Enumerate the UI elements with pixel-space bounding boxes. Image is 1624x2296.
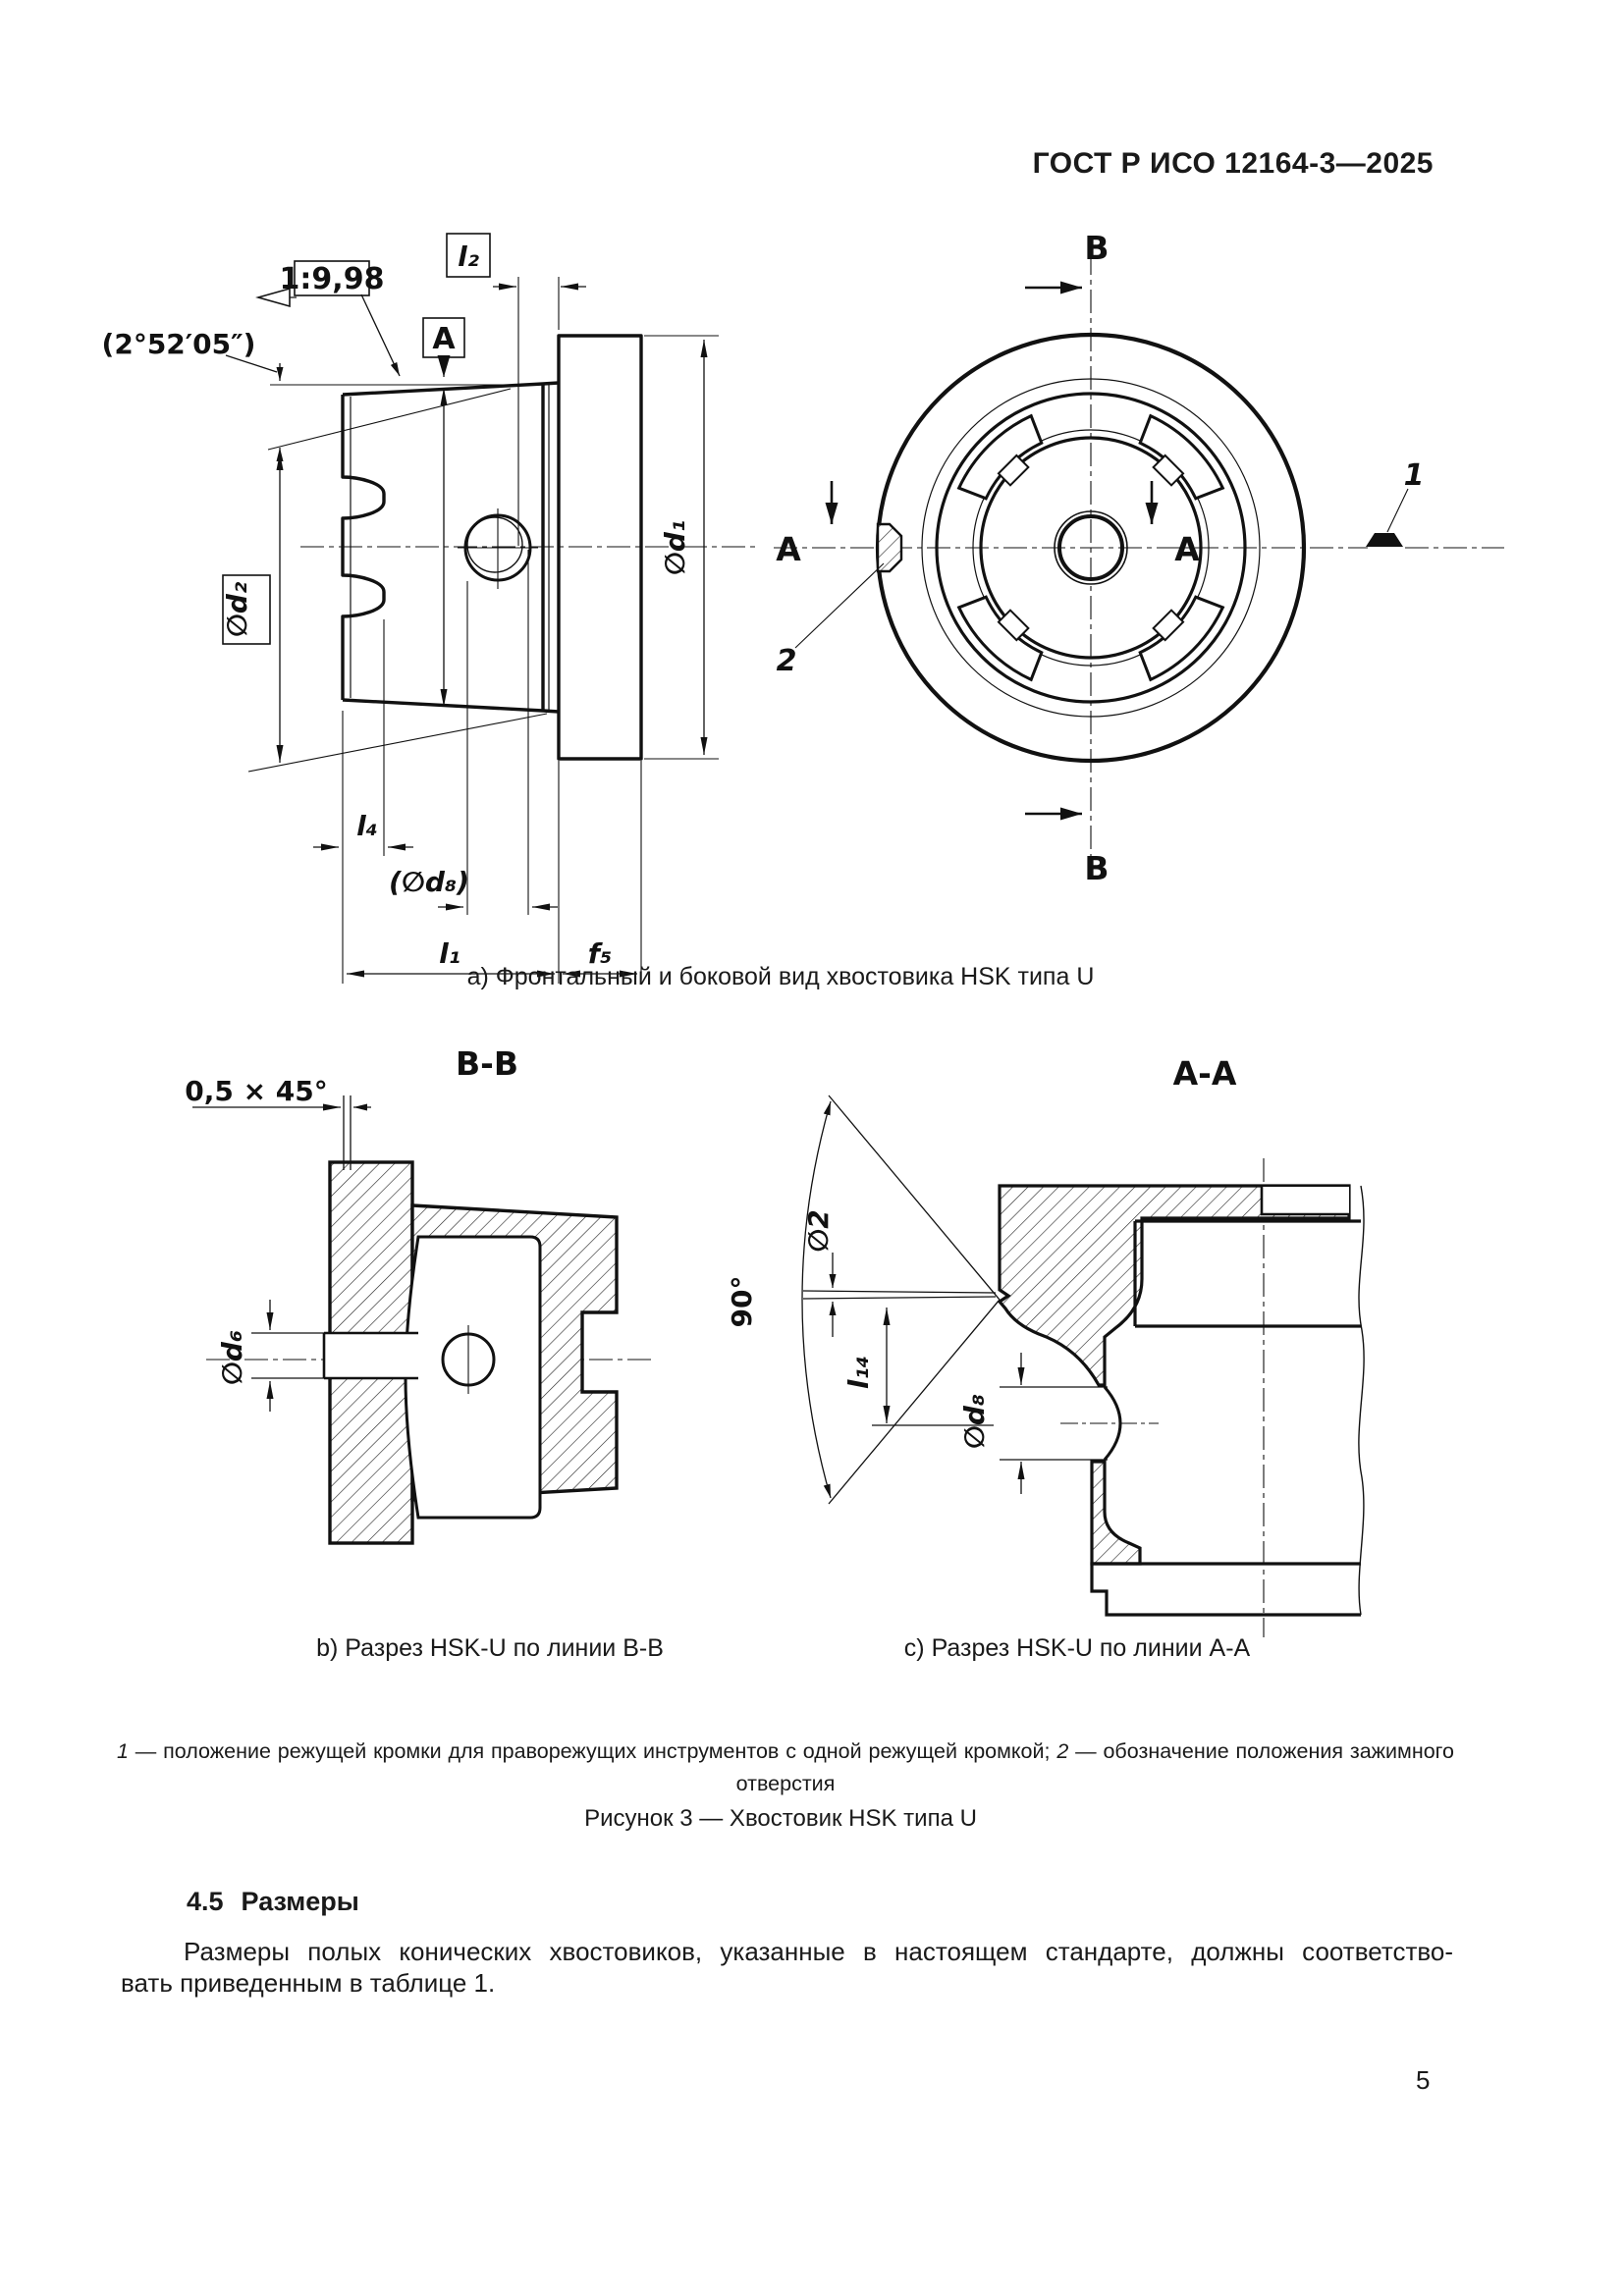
cutting-edge-mark — [1366, 533, 1403, 547]
clamp-notch-mark — [878, 524, 901, 571]
l2-label: l₂ — [458, 240, 479, 273]
d8-paren-label: (∅d₈) — [389, 866, 469, 898]
d2-label: ∅d₂ — [221, 581, 253, 638]
d8-label: ∅d₈ — [958, 1393, 991, 1450]
legend-item2-text: — обозначение положения зажимного отверстия — [735, 1739, 1454, 1795]
section-aa-drawing — [726, 1054, 1364, 1637]
section-a-left-label: A — [776, 530, 801, 568]
section-heading — [187, 1887, 359, 1917]
chamfer-label: 0,5 × 45° — [185, 1075, 328, 1107]
l14-label: l₁₄ — [842, 1355, 875, 1390]
legend-item1-number: 1 — [117, 1739, 129, 1763]
d6-dimension — [251, 1300, 332, 1412]
lower-wall-section — [1092, 1462, 1140, 1564]
body-paragraph — [121, 1936, 1453, 1999]
dia2-label: ∅2 — [802, 1209, 835, 1253]
section-heading-number: 4.5 — [187, 1887, 224, 1916]
break-line — [1359, 1186, 1364, 1615]
figure-caption: Рисунок 3 — Хвостовик HSK типа U — [584, 1805, 977, 1832]
legend-item2-number: 2 — [1056, 1739, 1069, 1763]
legend-item1-text: — положение режущей кромки для праворежущих инструментов с одной режущей кромкой; — [128, 1739, 1057, 1763]
section-bb-drawing — [185, 1044, 653, 1543]
angle-90-label: 90° — [726, 1275, 758, 1328]
section-a-right-label: A — [1174, 530, 1200, 568]
f5-label: f₅ — [587, 937, 613, 970]
section-b-bottom-label: B — [1084, 849, 1110, 887]
construction-lines — [248, 385, 547, 772]
l4-label: l₄ — [356, 810, 378, 842]
dia2-dimension — [803, 1253, 996, 1337]
section-heading-text: Размеры — [241, 1887, 359, 1916]
side-view-drawing — [102, 234, 758, 984]
section-b-top-label: B — [1084, 229, 1110, 267]
l1-label: l₁ — [439, 937, 460, 970]
page-header: ГОСТ Р ИСО 12164-3—2025 — [1032, 147, 1434, 180]
front-view-drawing — [774, 229, 1504, 887]
figure-legend — [117, 1735, 1454, 1800]
page-number: 5 — [1416, 2065, 1431, 2095]
caption-view-c: c) Разрез HSK-U по линии А-А — [903, 1634, 1251, 1662]
taper-angle-label: (2°52′05″) — [101, 328, 256, 360]
pos2-label: 2 — [776, 644, 797, 678]
d6-label: ∅d₆ — [216, 1329, 248, 1386]
taper-ratio-label: 1:9,98 — [279, 262, 385, 296]
section-aa-title: А-А — [1172, 1054, 1237, 1093]
body-line-1: Размеры полых конических хвостовиков, указанные в настоящем стандарте, должны соответство- — [184, 1937, 1453, 1966]
caption-view-a: а) Фронтальный и боковой вид хвостовика HSK типа U — [466, 963, 1095, 990]
d1-label: ∅d₁ — [659, 519, 691, 576]
pos1-label: 1 — [1403, 458, 1425, 493]
caption-view-b: b) Разрез HSK-U по линии В-В — [316, 1634, 664, 1662]
flange-corner-section — [1000, 1186, 1349, 1385]
clamping-hole — [458, 508, 538, 589]
body-line-2: вать приведенным в таблице 1. — [121, 1968, 496, 1998]
datum-a-label: A — [432, 322, 456, 356]
section-bb-title: В-В — [455, 1044, 519, 1083]
